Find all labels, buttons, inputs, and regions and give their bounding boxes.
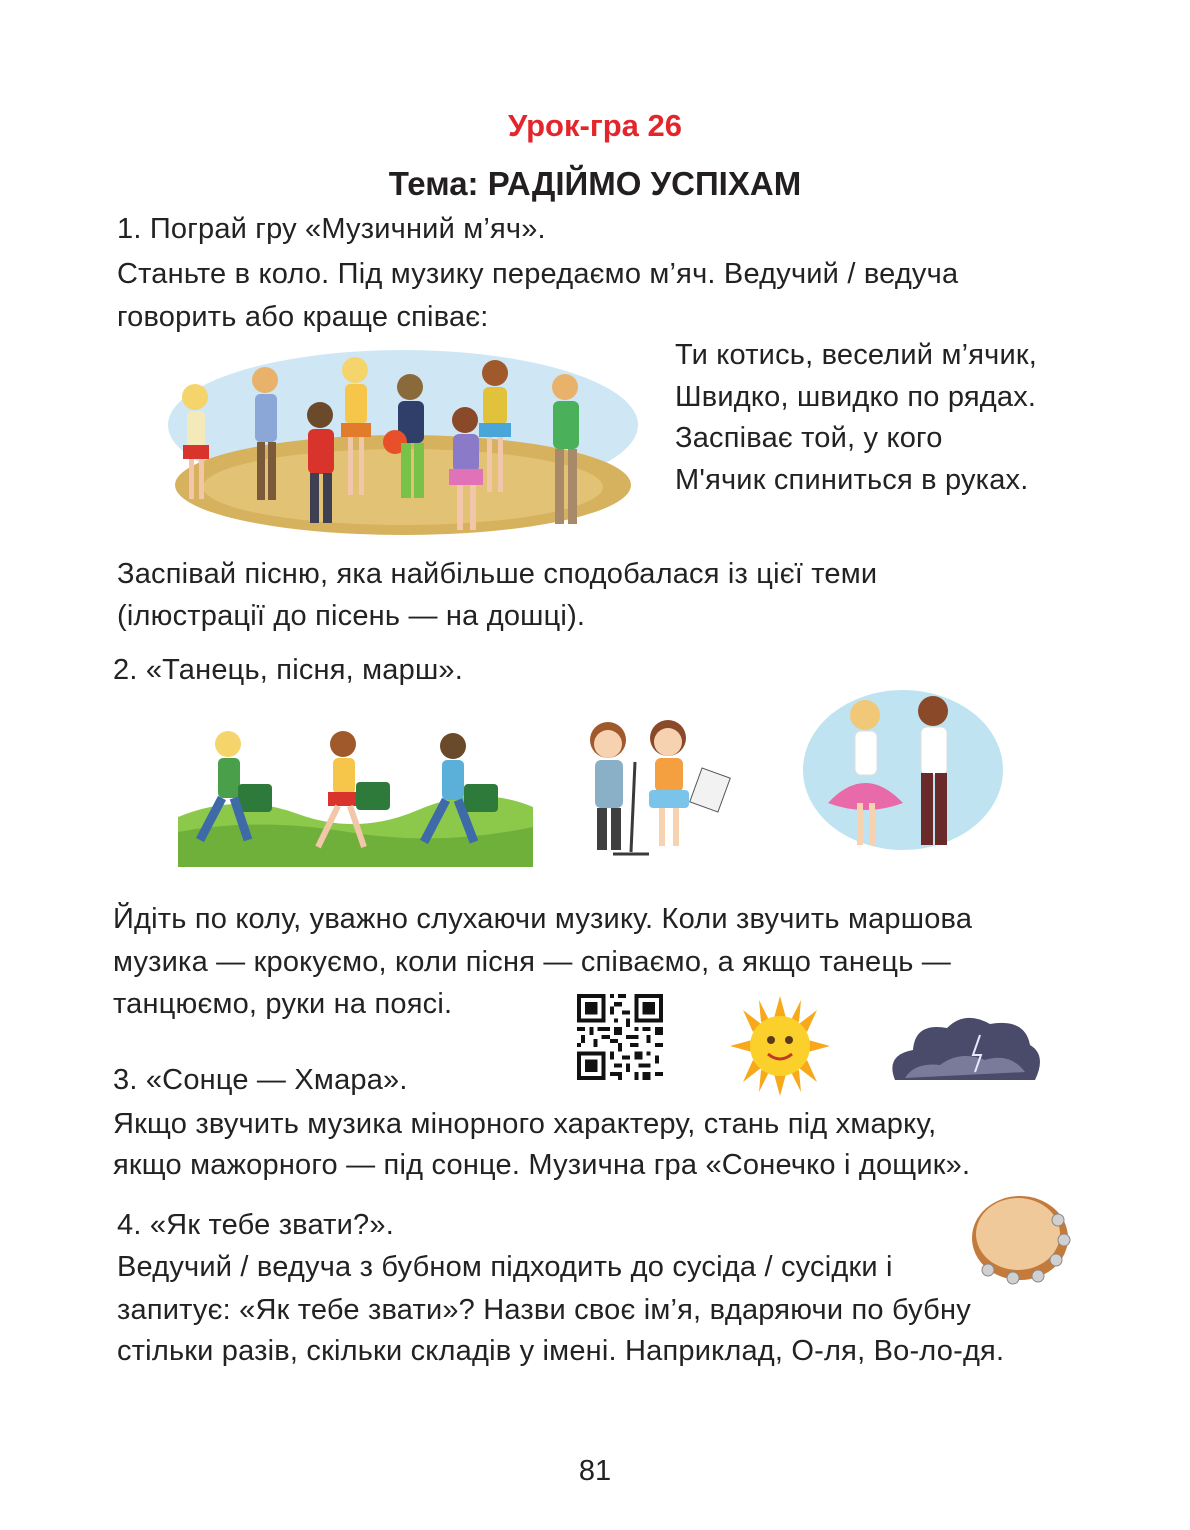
- section4-heading: 4. «Як тебе звати?».: [117, 1209, 394, 1241]
- section1-after-line1: Заспівай пісню, яка найбільше сподобалася із цієї теми: [117, 558, 878, 590]
- poem-line-3: Заспіває той, у кого: [675, 422, 943, 454]
- section3-line1: Якщо звучить музика мінорного характеру, стань під хмарку,: [113, 1108, 937, 1140]
- qr-code[interactable]: [577, 993, 663, 1081]
- marching-drummers-illustration: [178, 722, 533, 867]
- section4-line3: стільки разів, скільки складів у імені. Наприклад, О-ля, Во-ло-дя.: [117, 1335, 1005, 1367]
- storm-cloud-icon: [885, 1010, 1045, 1090]
- singing-kids-illustration: [573, 712, 733, 862]
- poem-line-1: Ти котись, веселий м’ячик,: [675, 339, 1037, 371]
- section4-line1: Ведучий / ведуча з бубном підходить до сусіда / сусідки і: [117, 1251, 893, 1283]
- section1-heading: 1. Пограй гру «Музичний м’яч».: [117, 213, 546, 245]
- children-circle-illustration: [165, 345, 640, 540]
- poem-line-2: Швидко, швидко по рядах.: [675, 381, 1037, 413]
- section1-line2: говорить або краще співає:: [117, 301, 489, 333]
- poem-line-4: М'ячик спиниться в руках.: [675, 464, 1029, 496]
- section2-heading: 2. «Танець, пісня, марш».: [113, 654, 464, 686]
- section2-line3: танцюємо, руки на поясі.: [113, 988, 453, 1020]
- section3-line2: якщо мажорного — під сонце. Музична гра «Сонечко і дощик».: [113, 1149, 971, 1181]
- section3-heading: 3. «Сонце — Хмара».: [113, 1064, 408, 1096]
- tambourine-icon: [968, 1190, 1073, 1285]
- section2-line2: музика — крокуємо, коли пісня — співаємо, а якщо танець —: [113, 946, 951, 978]
- lesson-label: Урок-гра 26: [508, 108, 682, 143]
- section1-after-line2: (ілюстрації до пісень — на дошці).: [117, 600, 586, 632]
- sun-icon: [725, 996, 835, 1096]
- section4-line2: запитує: «Як тебе звати»? Назви своє ім’я, вдаряючи по бубну: [117, 1294, 971, 1326]
- section1-line1: Станьте в коло. Під музику передаємо м’яч. Ведучий / ведуча: [117, 258, 959, 290]
- dancing-couple-illustration: [803, 685, 1008, 865]
- page-number: 81: [578, 1455, 612, 1487]
- page-title: Тема: РАДІЙМО УСПІХАМ: [388, 165, 802, 202]
- section2-line1: Йдіть по колу, уважно слухаючи музику. Коли звучить маршова: [113, 903, 973, 935]
